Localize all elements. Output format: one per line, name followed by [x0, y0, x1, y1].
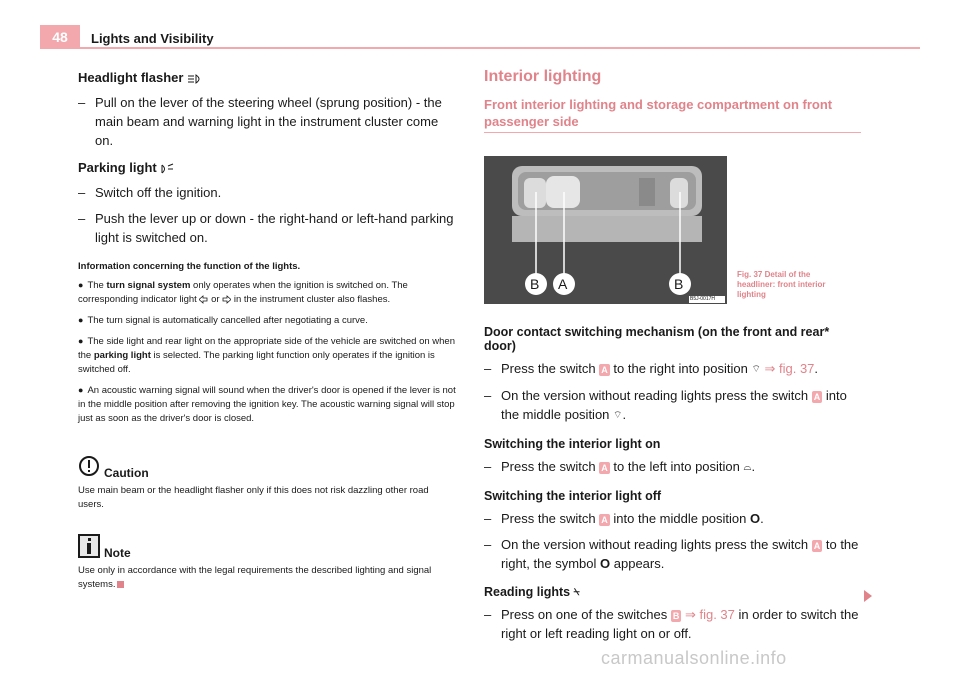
badge-b: B — [672, 610, 680, 621]
caution-icon — [78, 455, 100, 477]
parking-light-icon — [160, 163, 174, 175]
parking-step-1: – Switch off the ignition. — [78, 185, 222, 200]
reading-step: – Press on one of the switches B ⇒ fig. 37 in order to switch the right or left reading light on or off. — [484, 607, 859, 642]
turn-left-icon — [199, 295, 208, 304]
badge-a: A — [601, 462, 608, 473]
section-title: Interior lighting — [484, 68, 602, 85]
note-title: Note — [104, 546, 131, 560]
flasher-step: – Pull on the lever of the steering wheel (sprung position) - the main beam and warning light in the instrument cluster come on. — [78, 95, 442, 148]
right-body — [484, 325, 864, 650]
figure-label-b-left: B — [530, 276, 540, 292]
info-heading: Information concerning the function of the lights. — [78, 261, 301, 272]
reading-heading: Reading lights ⍀ — [484, 585, 580, 600]
door-contact-icon: ⌔ — [613, 410, 623, 422]
info-bullet-3: ● The side light and rear light on the appropriate side of the vehicle are switched on when the parking light is selected. The parking light function only operates if the ignition is switched off. — [78, 336, 455, 375]
info-bullet-1: ● The turn signal system only operates when the ignition is switched on. The corresponding indicator light or in the instrument cluster also flashes. — [78, 280, 408, 305]
end-marker — [117, 581, 124, 588]
headliner-figure — [484, 156, 727, 304]
figure-code: B5J-0017H — [690, 296, 716, 302]
parking-step-2: – Push the lever up or down - the right-hand or left-hand parking light is switched on. — [78, 211, 454, 245]
page-number: 48 — [40, 25, 80, 48]
on-step: – Press the switch A to the left into position ⌓. — [484, 457, 864, 477]
on-heading: Switching the interior light on — [484, 437, 661, 452]
watermark: carmanualsonline.info — [601, 648, 787, 668]
right-column — [484, 60, 864, 642]
page-header-title: Lights and Visibility — [91, 31, 214, 46]
headlight-flasher-icon — [187, 73, 203, 85]
caution-text: Use main beam or the headlight flasher only if this does not risk dazzling other road users. — [78, 485, 429, 510]
figure-caption: Fig. 37 Detail of the headliner: front interior lighting — [737, 270, 826, 299]
turn-right-icon — [222, 295, 231, 304]
door-heading: Door contact switching mechanism (on the front and rear* door) — [484, 325, 830, 353]
figure-reference[interactable]: ⇒ fig. 37 — [764, 361, 815, 376]
door-step-1: – Press the switch A to the right into position ⌔ ⇒ fig. 37. — [484, 359, 864, 379]
badge-a: A — [601, 364, 608, 375]
subsection-title: Front interior lighting and storage compartment on front passenger side — [484, 96, 861, 133]
note-text: Use only in accordance with the legal requirements the described lighting and signal systems. — [78, 565, 432, 590]
off-heading: Switching the interior light off — [484, 489, 662, 504]
door-contact-icon: ⌔ — [751, 364, 761, 376]
caution-title: Caution — [104, 466, 149, 480]
badge-a: A — [601, 514, 608, 525]
badge-a: A — [813, 540, 821, 551]
off-step-1: – Press the switch A into the middle position O. — [484, 511, 764, 527]
info-bullet-4: ● An acoustic warning signal will sound when the driver's door is opened if the lever is not in the middle position after removing the ignition key. The acoustic warning signal will stop just as soon as the driver's door is closed. — [78, 385, 456, 424]
note-icon — [78, 534, 100, 558]
reading-light-icon: ⍀ — [573, 587, 580, 599]
off-step-2: – On the version without reading lights press the switch A to the right, the symbol O appears. — [484, 537, 859, 572]
parking-heading: Parking light — [78, 160, 456, 175]
left-column — [78, 60, 456, 592]
caution-heading — [78, 452, 456, 480]
next-page-arrow-icon — [864, 590, 872, 602]
door-step-2: – On the version without reading lights press the switch A into the middle position ⌔. — [484, 386, 864, 425]
figure-label-a: A — [558, 276, 568, 292]
badge-a: A — [813, 391, 821, 402]
headliner-illustration — [484, 156, 727, 304]
figure-label-b-right: B — [674, 276, 684, 292]
note-heading — [78, 532, 456, 560]
interior-light-icon: ⌓ — [743, 462, 752, 474]
figure-reference[interactable]: ⇒ fig. 37 — [684, 607, 735, 623]
header-rule — [40, 47, 920, 49]
info-bullet-2: ● The turn signal is automatically cancelled after negotiating a curve. — [78, 315, 368, 326]
flasher-heading: Headlight flasher — [78, 70, 456, 85]
